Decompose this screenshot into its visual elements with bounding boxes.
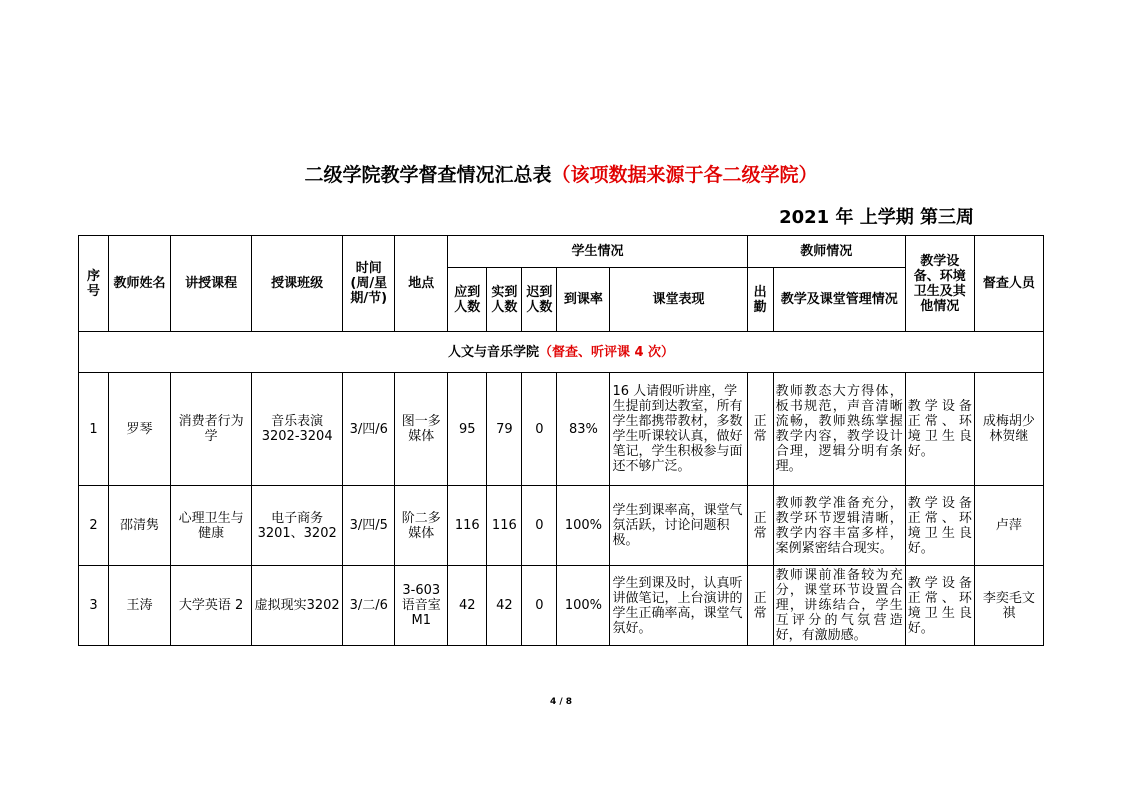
cell-actual: 79 — [487, 373, 522, 486]
cell-attendance: 正常 — [747, 486, 773, 566]
cell-time: 3/二/6 — [343, 566, 395, 646]
table-row — [79, 566, 1044, 646]
header-should-attend: 应到人数 — [448, 268, 487, 332]
header-supervisor: 督查人员 — [974, 236, 1043, 332]
title-main: 二级学院教学督查情况汇总表 — [304, 164, 552, 186]
cell-location: 3-603 语音室 M1 — [395, 566, 448, 646]
cell-late: 0 — [522, 486, 557, 566]
header-equipment: 教学设备、环境卫生及其他情况 — [905, 236, 974, 332]
cell-class: 电子商务3201、3202 — [252, 486, 343, 566]
title-note: （该项数据来源于各二级学院） — [551, 164, 818, 186]
header-teaching-management: 教学及课堂管理情况 — [773, 268, 905, 332]
cell-supervisor: 成梅胡少林贺继 — [974, 373, 1043, 486]
cell-course: 大学英语 2 — [171, 566, 252, 646]
page-number: 4 / 8 — [549, 697, 573, 707]
cell-seq: 1 — [79, 373, 109, 486]
term-week-label: 2021 年 上学期 第三周 — [779, 207, 974, 228]
cell-supervisor: 李奕毛文祺 — [974, 566, 1043, 646]
cell-late: 0 — [522, 373, 557, 486]
header-student-group: 学生情况 — [448, 236, 747, 268]
cell-late: 0 — [522, 566, 557, 646]
header-class: 授课班级 — [252, 236, 343, 332]
cell-attendance: 正常 — [747, 566, 773, 646]
cell-time: 3/四/5 — [343, 486, 395, 566]
cell-teacher: 罗琴 — [109, 373, 171, 486]
cell-course: 消费者行为学 — [171, 373, 252, 486]
cell-management: 教师教态大方得体，板书规范，声音清晰流畅，教师熟练掌握教学内容，教学设计合理，逻辑分明有条理。 — [773, 373, 905, 486]
header-location: 地点 — [395, 236, 448, 332]
page-title — [0, 160, 1122, 187]
cell-location: 阶二多媒体 — [395, 486, 448, 566]
cell-teacher: 王涛 — [109, 566, 171, 646]
cell-equipment: 教学设备正常、环境卫生良好。 — [905, 373, 974, 486]
cell-behavior: 学生到课及时，认真听讲做笔记，上台演讲的学生正确率高，课堂气氛好。 — [610, 566, 747, 646]
cell-actual: 116 — [487, 486, 522, 566]
cell-equipment: 教学设备正常、环境卫生良好。 — [905, 486, 974, 566]
header-teacher: 教师姓名 — [109, 236, 171, 332]
cell-seq: 2 — [79, 486, 109, 566]
cell-attendance: 正常 — [747, 373, 773, 486]
header-teacher-group: 教师情况 — [747, 236, 905, 268]
table-row — [79, 486, 1044, 566]
header-classroom-behavior: 课堂表现 — [610, 268, 747, 332]
cell-rate: 100% — [557, 486, 610, 566]
cell-behavior: 16 人请假听讲座，学生提前到达教室，所有学生都携带教材，多数学生听课较认真，做好笔记，学生积极参与面还不够广泛。 — [610, 373, 747, 486]
cell-should: 95 — [448, 373, 487, 486]
section-title — [79, 332, 1044, 373]
cell-teacher: 邵清隽 — [109, 486, 171, 566]
header-late: 迟到人数 — [522, 268, 557, 332]
header-seq: 序号 — [79, 236, 109, 332]
cell-location: 图一多媒体 — [395, 373, 448, 486]
cell-rate: 83% — [557, 373, 610, 486]
header-time: 时间(周/星期/节) — [343, 236, 395, 332]
cell-management: 教师课前准备较为充分，课堂环节设置合理，讲练结合，学生互评分的气氛营造好，有激励感。 — [773, 566, 905, 646]
section-row — [79, 332, 1044, 373]
header-attendance: 出勤 — [747, 268, 773, 332]
cell-time: 3/四/6 — [343, 373, 395, 486]
inspection-table — [78, 235, 1044, 646]
cell-course: 心理卫生与健康 — [171, 486, 252, 566]
cell-seq: 3 — [79, 566, 109, 646]
header-course: 讲授课程 — [171, 236, 252, 332]
cell-class: 音乐表演3202-3204 — [252, 373, 343, 486]
cell-behavior: 学生到课率高，课堂气氛活跃，讨论问题积极。 — [610, 486, 747, 566]
table-row — [79, 373, 1044, 486]
section-note: （督查、听评课 4 次） — [538, 344, 675, 360]
cell-class: 虚拟现实3202 — [252, 566, 343, 646]
cell-management: 教师教学准备充分，教学环节逻辑清晰，教学内容丰富多样，案例紧密结合现实。 — [773, 486, 905, 566]
cell-actual: 42 — [487, 566, 522, 646]
header-attend-rate: 到课率 — [557, 268, 610, 332]
cell-should: 42 — [448, 566, 487, 646]
section-name: 人文与音乐学院 — [447, 344, 539, 360]
cell-equipment: 教学设备正常、环境卫生良好。 — [905, 566, 974, 646]
header-actual-attend: 实到人数 — [487, 268, 522, 332]
cell-should: 116 — [448, 486, 487, 566]
cell-supervisor: 卢萍 — [974, 486, 1043, 566]
cell-rate: 100% — [557, 566, 610, 646]
